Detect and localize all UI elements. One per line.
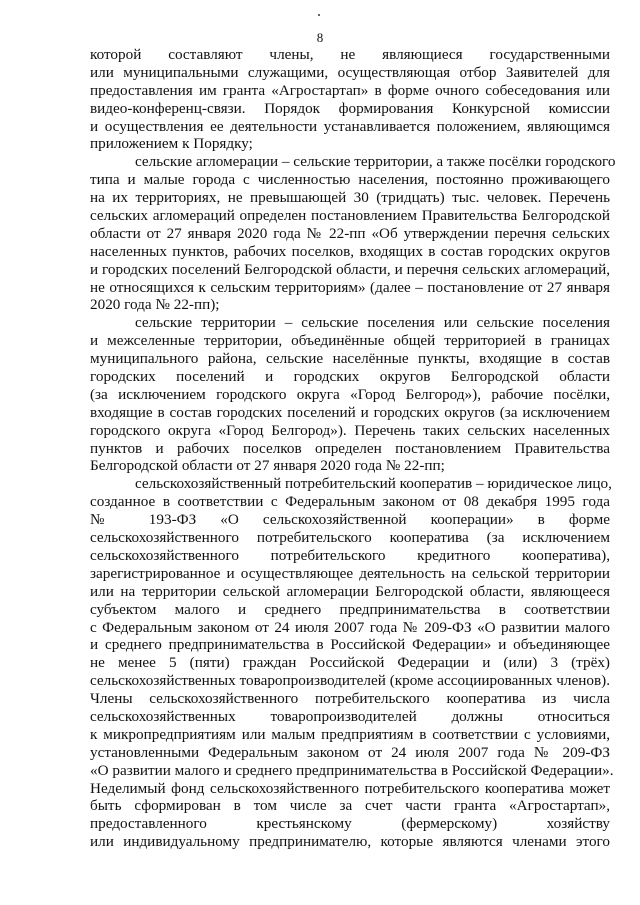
- text-line: с Федеральным законом от 24 июля 2007 года № 209-ФЗ «О развитии малого: [90, 618, 610, 636]
- text-line: к микропредприятиям или малым предприятиям в соответствии с условиями,: [90, 725, 610, 743]
- text-line: (за исключением городского округа «Город Белгород»), рабочие посёлки,: [90, 385, 610, 403]
- text-line: предоставления им гранта «Агростартап» в форме очного собеседования или: [90, 81, 610, 99]
- document-body: [90, 46, 616, 851]
- text-line: предоставленного крестьянскому (фермерскому) хозяйству: [90, 815, 610, 833]
- text-line: сельскохозяйственного потребительского кооператива (за исключением: [90, 529, 610, 547]
- text-line: области от 27 января 2020 года № 22-пп «Об утверждении перечня сельских: [90, 224, 610, 242]
- text-line: созданное в соответствии с Федеральным законом от 08 декабря 1995 года: [90, 493, 610, 511]
- text-line: населенных пунктов, рабочих поселков, входящих в состав городских округов: [90, 242, 610, 260]
- text-line: или муниципальными служащими, осуществляющая отбор Заявителей для: [90, 63, 610, 81]
- text-line: приложением к Порядку;: [90, 135, 253, 153]
- text-line: «О развитии малого и среднего предпринимательства в Российской Федерации».: [90, 761, 614, 779]
- text-line: сельских агломераций определен постановлением Правительства Белгородской: [90, 207, 610, 225]
- text-line: сельские агломерации – сельские территории, а также посёлки городского: [135, 153, 616, 171]
- text-line: входящие в состав городских поселений и городских округов (за исключением: [90, 403, 610, 421]
- text-line: Неделимый фонд сельскохозяйственного потребительского кооператива может: [90, 779, 610, 797]
- text-line: и осуществления ее деятельности устанавливается положением, являющимся: [90, 117, 610, 135]
- text-line: которой составляют члены, не являющиеся государственными: [90, 46, 610, 63]
- text-line: не менее 5 (пяти) граждан Российской Федерации и (или) 3 (трёх): [90, 654, 610, 672]
- page-number: 8: [316, 30, 324, 45]
- text-line: видео-конференц-связи. Порядок формирования Конкурсной комиссии: [90, 99, 610, 117]
- text-line: зарегистрированное и осуществляющее деятельность на сельской территории: [90, 564, 610, 582]
- text-line: и межселенные территории, объединённые общей территорией в границах: [90, 332, 610, 350]
- text-line: не относящихся к сельским территориям» (далее – постановление от 27 января: [90, 278, 610, 296]
- text-line: быть сформирован в том числе за счет части гранта «Агростартап»,: [90, 797, 610, 815]
- text-line: пунктов и рабочих поселков определен постановлением Правительства: [90, 439, 610, 457]
- text-line: и среднего предпринимательства в Российской Федерации» и объединяющее: [90, 636, 610, 654]
- text-line: городских поселений и городских округов Белгородской области: [90, 368, 610, 386]
- text-line: сельскохозяйственного потребительского кредитного кооператива),: [90, 546, 610, 564]
- text-line: Члены сельскохозяйственного потребительского кооператива из числа: [90, 690, 610, 708]
- text-line: сельские территории – сельские поселения или сельские поселения: [135, 314, 610, 332]
- text-line: сельскохозяйственный потребительский кооператив – юридическое лицо,: [135, 475, 612, 493]
- text-line: № 193-ФЗ «О сельскохозяйственной кооперации» в форме: [90, 511, 610, 529]
- text-line: муниципального района, сельские населённые пункты, входящие в состав: [90, 350, 610, 368]
- text-line: 2020 года № 22-пп);: [90, 296, 220, 314]
- text-line: сельскохозяйственных товаропроизводителей должны относиться: [90, 707, 610, 725]
- text-line: установленными Федеральным законом от 24 июля 2007 года № 209-ФЗ: [90, 743, 610, 761]
- text-line: на их территориях, не превышающей 30 (тридцать) тыс. человек. Перечень: [90, 189, 610, 207]
- text-line: сельскохозяйственных товаропроизводителей (кроме ассоциированных членов).: [90, 672, 610, 690]
- text-line: Белгородской области от 27 января 2020 года № 22-пп;: [90, 457, 445, 475]
- text-line: субъектом малого и среднего предпринимательства в соответствии: [90, 600, 610, 618]
- text-line: типа и малые города с численностью населения, постоянно проживающего: [90, 171, 610, 189]
- scan-mark: [318, 14, 320, 16]
- text-line: и городских поселений Белгородской области, и перечня сельских агломераций,: [90, 260, 610, 278]
- text-line: или индивидуальному предпринимателю, которые являются членами этого: [90, 833, 610, 851]
- text-line: или на территории сельской агломерации Белгородской области, являющееся: [90, 582, 610, 600]
- text-line: городского округа «Город Белгород»). Перечень таких сельских населенных: [90, 421, 610, 439]
